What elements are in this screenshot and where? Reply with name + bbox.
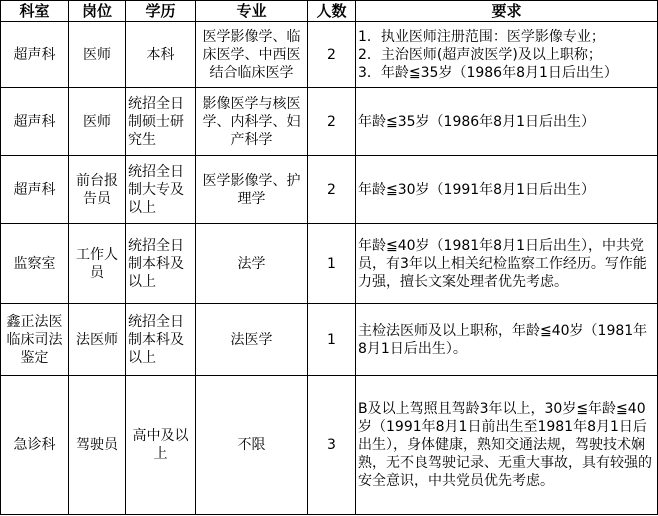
cell-major: 影像医学与核医学、内科学、妇产科学 (196, 88, 308, 156)
cell-dept: 急诊科 (1, 376, 69, 515)
cell-requirements (356, 224, 658, 304)
cell-dept: 超声科 (1, 156, 69, 224)
table-row (1, 304, 658, 376)
cell-education: 高中及以上 (126, 376, 196, 515)
cell-post: 医师 (69, 22, 126, 88)
header-education: 学历 (126, 1, 196, 22)
cell-dept: 超声科 (1, 22, 69, 88)
cell-count: 1 (308, 224, 356, 304)
cell-count: 1 (308, 304, 356, 376)
cell-post: 法医师 (69, 304, 126, 376)
cell-education: 统招全日制本科及以上 (126, 224, 196, 304)
requirement-line: 2．主治医师(超声波医学)及以上职称； (358, 46, 602, 63)
cell-major: 医学影像学、临床医学、中西医结合临床医学 (196, 22, 308, 88)
cell-dept: 监察室 (1, 224, 69, 304)
requirement-line: B及以上驾照且驾龄3年以上，30岁≦年龄≦40岁（1991年8月1日前出生至1981年8月1日后出生），身体健康，熟知交通法规，驾驶技术娴熟，无不良驾驶记录、无重大事故，具有较强的安全意识，中共党员优先考虑。 (358, 401, 652, 489)
cell-post: 工作人员 (69, 224, 126, 304)
cell-count: 2 (308, 22, 356, 88)
cell-post: 医师 (69, 88, 126, 156)
cell-requirements (356, 304, 658, 376)
cell-education: 统招全日制大专及以上 (126, 156, 196, 224)
cell-major: 法医学 (196, 304, 308, 376)
requirement-line: 年龄≦35岁（1986年8月1日后出生） (358, 113, 595, 130)
cell-education: 本科 (126, 22, 196, 88)
header-dept: 科室 (1, 1, 69, 22)
cell-dept: 超声科 (1, 88, 69, 156)
cell-post: 前台报告员 (69, 156, 126, 224)
table-row (1, 376, 658, 515)
cell-education: 统招全日制硕士研究生 (126, 88, 196, 156)
cell-education: 统招全日制本科及以上 (126, 304, 196, 376)
table-row (1, 88, 658, 156)
table-row (1, 22, 658, 88)
header-count: 人数 (308, 1, 356, 22)
cell-requirements (356, 156, 658, 224)
cell-count: 3 (308, 376, 356, 515)
requirement-line: 年龄≦40岁（1981年8月1日后出生），中共党员，有3年以上相关纪检监察工作经历。写作能力强，擅长文案处理者优先考虑。 (358, 237, 647, 290)
header-major: 专业 (196, 1, 308, 22)
requirement-line: 1．执业医师注册范围：医学影像专业； (358, 28, 605, 45)
cell-count: 2 (308, 88, 356, 156)
requirement-line: 年龄≦30岁（1991年8月1日后出生） (358, 181, 595, 198)
table-row (1, 156, 658, 224)
header-requirements: 要求 (356, 1, 658, 22)
requirement-line: 主检法医师及以上职称，年龄≦40岁（1981年8月1日后出生）。 (358, 322, 648, 357)
cell-count: 2 (308, 156, 356, 224)
cell-requirements (356, 22, 658, 88)
table-row (1, 224, 658, 304)
cell-major: 不限 (196, 376, 308, 515)
cell-post: 驾驶员 (69, 376, 126, 515)
header-post: 岗位 (69, 1, 126, 22)
cell-requirements (356, 376, 658, 515)
requirement-line: 3．年龄≦35岁（1986年8月1日后出生） (358, 64, 618, 81)
cell-major: 医学影像学、护理学 (196, 156, 308, 224)
header-row (1, 1, 658, 22)
cell-major: 法学 (196, 224, 308, 304)
cell-requirements (356, 88, 658, 156)
cell-dept: 鑫正法医临床司法鉴定 (1, 304, 69, 376)
